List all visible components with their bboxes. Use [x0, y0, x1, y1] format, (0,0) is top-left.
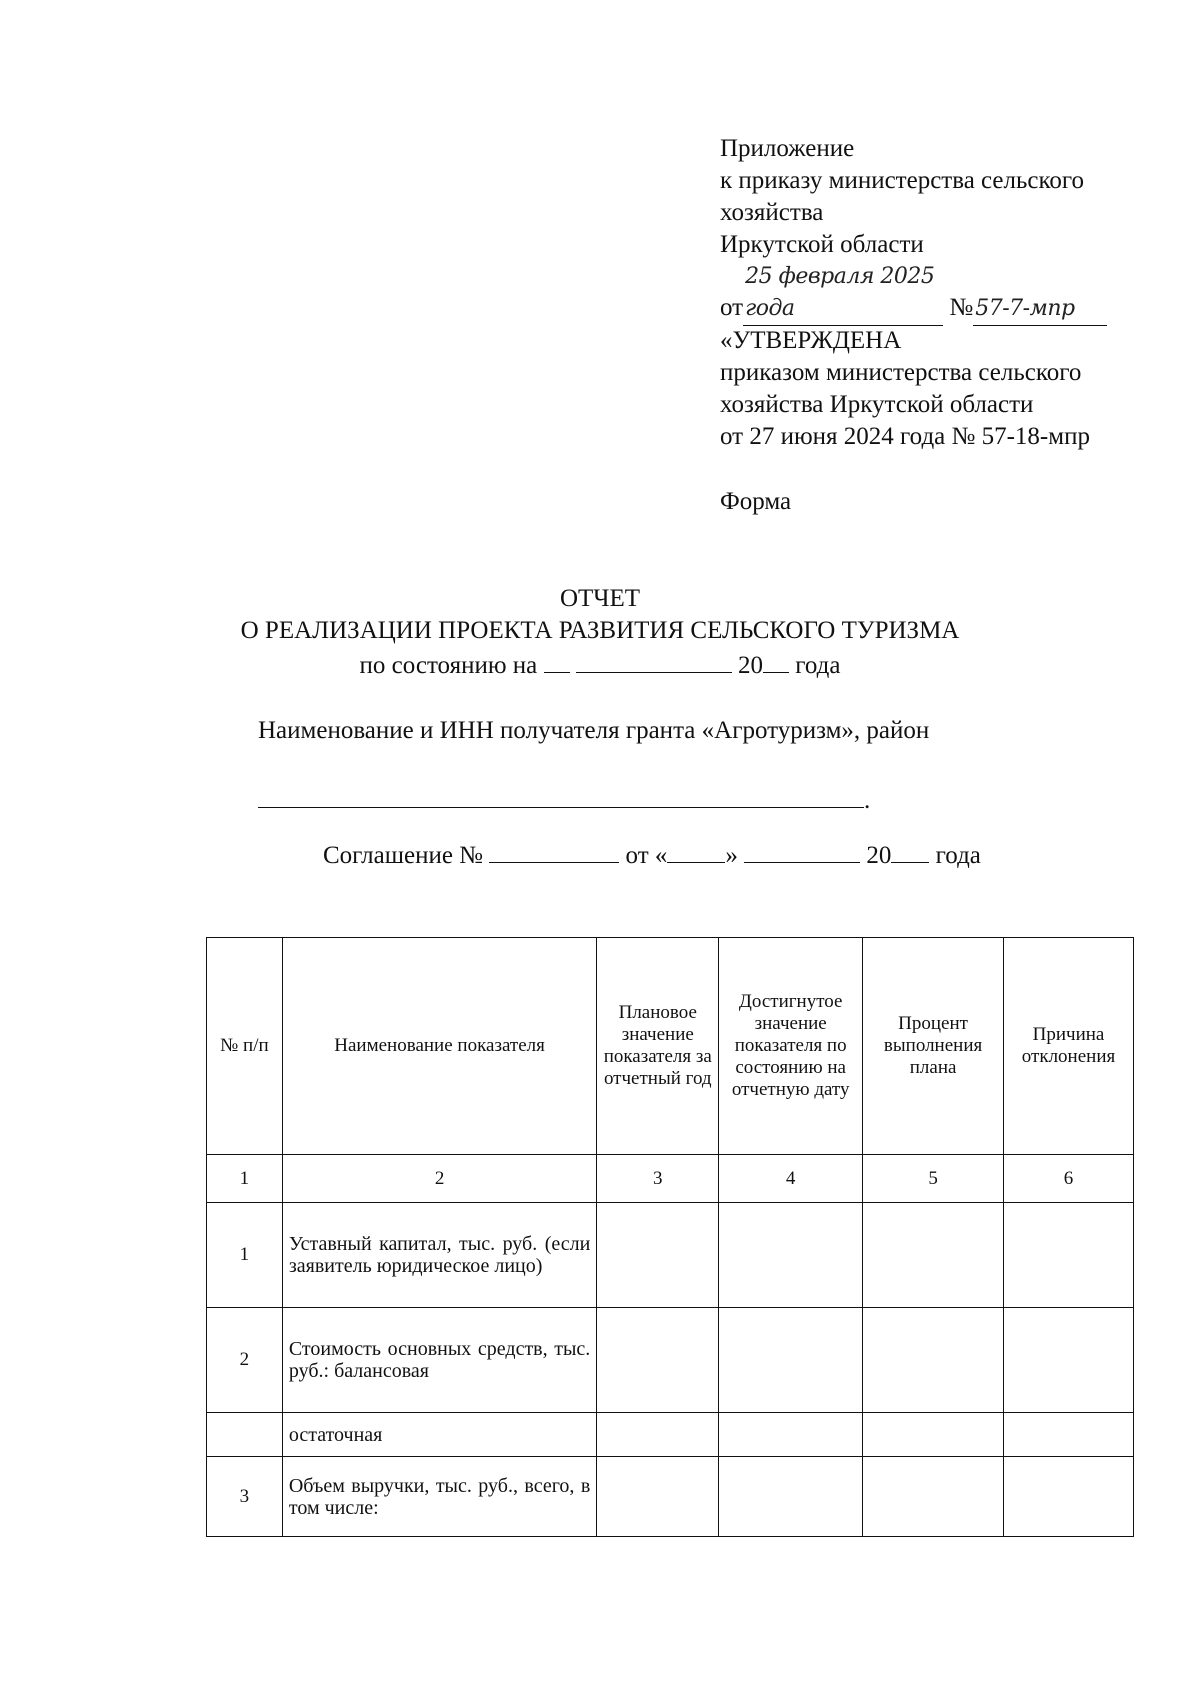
month-blank	[576, 650, 732, 673]
appendix-line: Иркутской области	[720, 231, 924, 258]
cell-plan[interactable]	[597, 1413, 719, 1457]
cell-plan[interactable]	[597, 1308, 719, 1413]
column-number: 1	[207, 1155, 283, 1203]
column-number: 4	[719, 1155, 863, 1203]
cell-percent[interactable]	[863, 1308, 1004, 1413]
agreement-from: от «	[625, 842, 668, 869]
header-cell-name: Наименование показателя	[282, 938, 596, 1155]
agreement-number-blank	[489, 840, 619, 863]
recipient-blank	[258, 785, 864, 808]
table-row	[207, 1413, 1134, 1457]
agreement-line	[323, 840, 981, 870]
approval-line: хозяйства Иркутской области	[720, 391, 1034, 418]
cell-reason[interactable]	[1004, 1308, 1134, 1413]
cell-achieved[interactable]	[719, 1413, 863, 1457]
header-cell-achieved: Достигнутое значение показателя по состоянию на отчетную дату	[719, 938, 863, 1155]
row-number: 2	[207, 1308, 283, 1413]
cell-plan[interactable]	[597, 1203, 719, 1308]
header-cell-num: № п/п	[207, 938, 283, 1155]
row-number	[207, 1413, 283, 1457]
recipient-period: .	[864, 787, 871, 814]
header-cell-reason: Причина отклонения	[1004, 938, 1134, 1155]
approval-block	[720, 325, 1090, 453]
table-row	[207, 1308, 1134, 1413]
handwritten-date: 25 февраля 2025 года	[743, 261, 943, 326]
header-cell-plan: Плановое значение показателя за отчетный год	[597, 938, 719, 1155]
cell-achieved[interactable]	[719, 1308, 863, 1413]
column-number: 3	[597, 1155, 719, 1203]
day-blank	[544, 650, 570, 673]
approval-line: приказом министерства сельского	[720, 359, 1082, 386]
report-subtitle: О РЕАЛИЗАЦИИ ПРОЕКТА РАЗВИТИЯ СЕЛЬСКОГО ТУРИЗМА	[240, 617, 960, 644]
row-indicator-name: Стоимость основных средств, тыс. руб.: балансовая	[282, 1308, 596, 1413]
cell-reason[interactable]	[1004, 1457, 1134, 1537]
indicators-table	[206, 937, 1134, 1537]
appendix-block	[720, 133, 1107, 326]
table-row	[207, 1203, 1134, 1308]
year-prefix: 20	[738, 652, 763, 679]
cell-reason[interactable]	[1004, 1413, 1134, 1457]
column-number: 6	[1004, 1155, 1134, 1203]
cell-percent[interactable]	[863, 1457, 1004, 1537]
number-prefix: №	[949, 294, 974, 321]
appendix-line: Приложение	[720, 135, 855, 162]
as-of-label: по состоянию на	[359, 652, 538, 679]
row-indicator-name: Объем выручки, тыс. руб., всего, в том числе:	[282, 1457, 596, 1537]
appendix-line: к приказу министерства сельского	[720, 167, 1085, 194]
row-number: 1	[207, 1203, 283, 1308]
header-row	[207, 938, 1134, 1155]
report-title: ОТЧЕТ	[559, 585, 641, 612]
year-blank	[763, 650, 789, 673]
agreement-label: Соглашение №	[323, 842, 484, 869]
cell-percent[interactable]	[863, 1203, 1004, 1308]
agreement-quote: »	[725, 842, 738, 869]
order-date-line	[720, 261, 1107, 326]
cell-achieved[interactable]	[719, 1203, 863, 1308]
row-indicator-name: Уставный капитал, тыс. руб. (если заявитель юридическое лицо)	[282, 1203, 596, 1308]
table-row	[207, 1457, 1134, 1537]
approval-line: «УТВЕРЖДЕНА	[720, 327, 902, 354]
cell-reason[interactable]	[1004, 1203, 1134, 1308]
approval-line: от 27 июня 2024 года № 57-18-мпр	[720, 423, 1090, 450]
report-date-line	[0, 650, 1200, 680]
agreement-year-suffix: года	[935, 842, 981, 869]
header-cell-percent: Процент выполнения плана	[863, 938, 1004, 1155]
column-number: 2	[282, 1155, 596, 1203]
appendix-line: хозяйства	[720, 199, 824, 226]
date-prefix: от	[720, 294, 744, 321]
recipient-label: Наименование и ИНН получателя гранта «Агротуризм», район	[258, 717, 930, 744]
handwritten-number: 57-7-мпр	[973, 293, 1107, 326]
cell-plan[interactable]	[597, 1457, 719, 1537]
column-numbers-row	[207, 1155, 1134, 1203]
row-indicator-name: остаточная	[282, 1413, 596, 1457]
cell-percent[interactable]	[863, 1413, 1004, 1457]
row-number: 3	[207, 1457, 283, 1537]
form-label: Форма	[720, 488, 792, 515]
agreement-year-prefix: 20	[866, 842, 892, 869]
year-suffix: года	[795, 652, 841, 679]
agreement-year-blank	[891, 840, 929, 863]
agreement-day-blank	[667, 840, 725, 863]
recipient-line	[258, 785, 870, 815]
agreement-month-blank	[744, 840, 860, 863]
cell-achieved[interactable]	[719, 1457, 863, 1537]
column-number: 5	[863, 1155, 1004, 1203]
